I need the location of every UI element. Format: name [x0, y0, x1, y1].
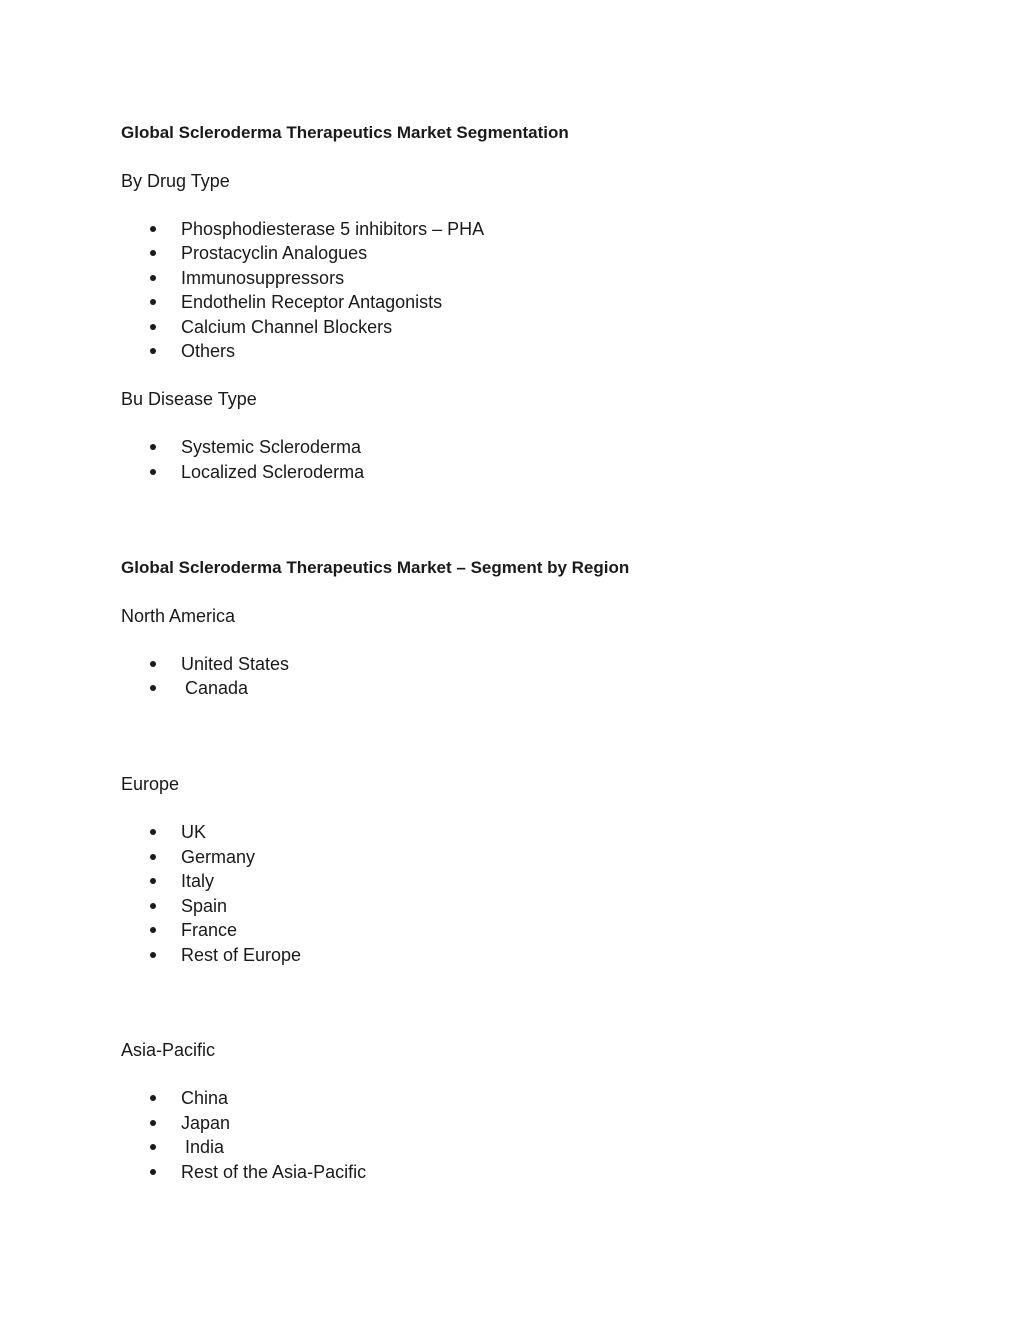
list-item-label: United States [181, 654, 290, 674]
list-item-label: Systemic Scleroderma [181, 437, 362, 457]
bullet-icon [150, 952, 156, 958]
bullet-icon [150, 1169, 156, 1175]
bullet-icon [150, 250, 156, 256]
asia-pacific-heading: Asia-Pacific [121, 1040, 216, 1060]
segmentation-title: Global Scleroderma Therapeutics Market Segmentation [121, 123, 569, 142]
list-item-label: Immunosuppressors [181, 268, 345, 288]
list-item-label: Germany [181, 847, 256, 867]
list-item-label: Italy [181, 871, 215, 891]
region-title: Global Scleroderma Therapeutics Market – Segment by Region [121, 558, 630, 577]
bullet-icon [150, 275, 156, 281]
list-item-label: Spain [181, 896, 228, 916]
list-item-label: India [185, 1137, 225, 1157]
bullet-icon [150, 444, 156, 450]
bullet-icon [150, 348, 156, 354]
list-item-label: Phosphodiesterase 5 inhibitors – PHA [181, 219, 485, 239]
bullet-icon [150, 685, 156, 691]
list-item-label: Localized Scleroderma [181, 462, 365, 482]
list-item-label: China [181, 1088, 229, 1108]
list-item-label: Rest of Europe [181, 945, 302, 965]
bullet-icon [150, 1144, 156, 1150]
list-item-label: Prostacyclin Analogues [181, 243, 368, 263]
bullet-icon [150, 829, 156, 835]
bullet-icon [150, 299, 156, 305]
bullet-icon [150, 324, 156, 330]
north-america-heading: North America [121, 606, 236, 626]
list-item-label: France [181, 920, 238, 940]
bullet-icon [150, 226, 156, 232]
bullet-icon [150, 469, 156, 475]
list-item-label: Canada [185, 678, 249, 698]
list-item-label: Japan [181, 1113, 231, 1133]
list-item-label: UK [181, 822, 207, 842]
list-item-label: Rest of the Asia-Pacific [181, 1162, 367, 1182]
list-item-label: Others [181, 341, 236, 361]
list-item-label: Calcium Channel Blockers [181, 317, 393, 337]
bullet-icon [150, 661, 156, 667]
bullet-icon [150, 854, 156, 860]
list-item-label: Endothelin Receptor Antagonists [181, 292, 443, 312]
europe-heading: Europe [121, 774, 180, 794]
bullet-icon [150, 878, 156, 884]
bullet-icon [150, 903, 156, 909]
drug-type-heading: By Drug Type [121, 171, 230, 191]
bullet-icon [150, 927, 156, 933]
bullet-icon [150, 1120, 156, 1126]
bullet-icon [150, 1095, 156, 1101]
disease-type-heading: Bu Disease Type [121, 389, 257, 409]
